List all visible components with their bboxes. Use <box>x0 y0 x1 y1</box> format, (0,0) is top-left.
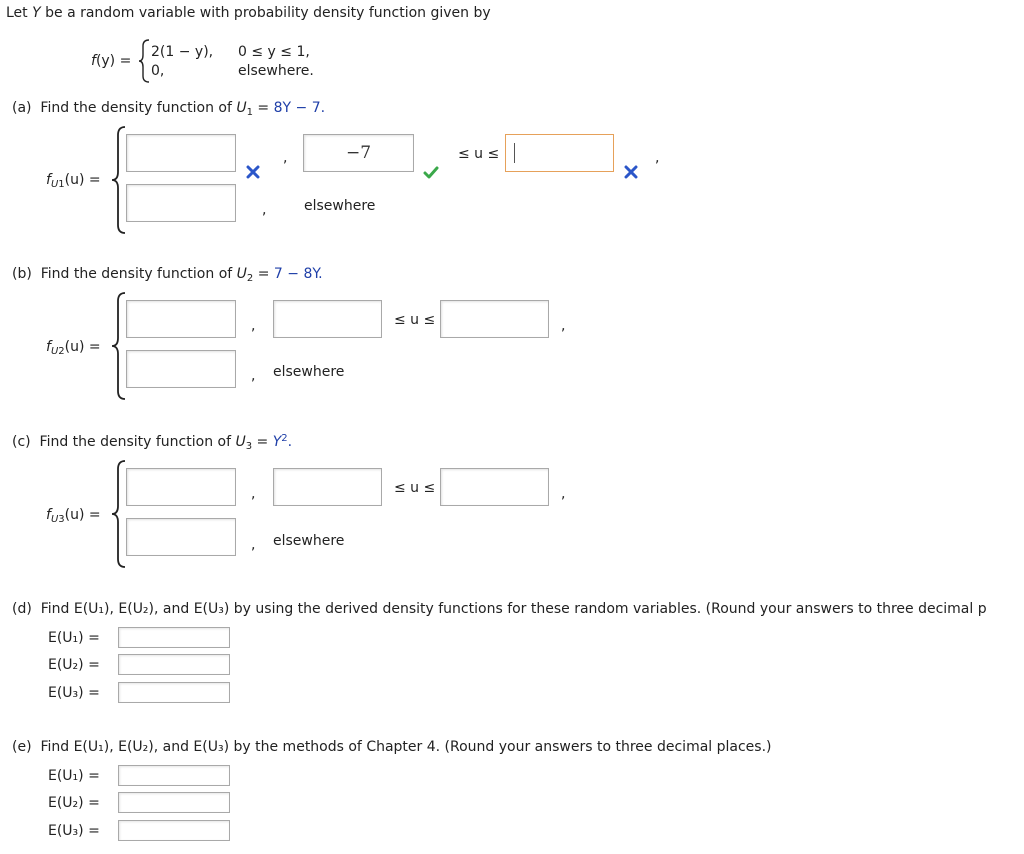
part-b-case1-density-input[interactable] <box>126 300 236 338</box>
pdf-case2-cond: elsewhere. <box>238 63 314 79</box>
pdf-fn-arg: (y) = <box>95 53 132 69</box>
part-a-trailing-comma: , <box>655 150 660 166</box>
part-b-prompt: Find the density function of <box>40 266 237 282</box>
part-b-upper-bound-input[interactable] <box>440 300 549 338</box>
part-a-range-op: ≤ u ≤ <box>458 146 500 162</box>
part-c-lower-bound-input[interactable] <box>273 468 382 506</box>
part-a-prompt: Find the density function of <box>40 100 237 116</box>
part-d-eu1-label: E(U₁) = <box>48 630 100 646</box>
part-d-prompt: Find E(U₁), E(U₂), and E(U₃) by using the derived density functions for these random variables. (Round your answers to three decimal p <box>40 601 987 617</box>
part-e-eu1-label: E(U₁) = <box>48 768 100 784</box>
part-e-heading <box>12 739 772 755</box>
part-d-eu3-label: E(U₃) = <box>48 685 100 701</box>
intro-text-post: be a random variable with probability density function given by <box>40 5 491 21</box>
part-a-case2-comma: , <box>262 202 267 218</box>
part-b-case2-density-input[interactable] <box>126 350 236 388</box>
pdf-lhs <box>91 53 131 69</box>
part-a-upper-bound-input[interactable] <box>505 134 614 172</box>
pdf-case1-expr: 2(1 − y), <box>151 44 214 60</box>
pdf-case1-cond: 0 ≤ y ≤ 1, <box>238 44 310 60</box>
part-a-lower-bound-correct-icon <box>423 166 439 179</box>
part-e-eu1-input[interactable] <box>118 765 230 786</box>
part-c-label: (c) <box>12 434 31 450</box>
part-c-tail: . <box>287 434 293 450</box>
part-a-eq: = <box>252 100 274 116</box>
pdf-fn-name: f <box>91 53 96 69</box>
part-b-elsewhere: elsewhere <box>273 364 345 380</box>
part-e-eu3-input[interactable] <box>118 820 230 841</box>
part-b-fn-label: $f_{U2}(u)$ = <box>46 339 101 357</box>
part-c-brace-icon <box>111 460 127 568</box>
part-c-eq: = <box>252 434 273 450</box>
intro-variable: Y <box>32 5 41 21</box>
part-a-sub: 1 <box>246 107 253 118</box>
part-b-lower-bound-input[interactable] <box>273 300 382 338</box>
part-a-var: U <box>236 100 247 116</box>
part-d-eu3-input[interactable] <box>118 682 230 703</box>
part-e-eu3-label: E(U₃) = <box>48 823 100 839</box>
part-a-case1-density-input[interactable] <box>126 134 236 172</box>
part-c-fn-label: $f_{U3}(u)$ = <box>46 507 101 525</box>
part-b-eq: = <box>253 266 274 282</box>
part-a-lower-bound-input[interactable]: −7 <box>303 134 414 172</box>
part-c-exp: 2 <box>281 433 288 444</box>
part-c-case2-comma: , <box>251 537 256 553</box>
part-d-eu1-input[interactable] <box>118 627 230 648</box>
part-d-eu2-label: E(U₂) = <box>48 657 100 673</box>
part-a-case1-incorrect-icon <box>246 165 260 179</box>
part-a-case2-density-input[interactable] <box>126 184 236 222</box>
part-a-heading <box>12 100 325 116</box>
part-a-elsewhere: elsewhere <box>304 198 376 214</box>
part-b-brace-icon <box>111 292 127 400</box>
part-b-expr: 7 − 8Y. <box>273 266 323 282</box>
part-c-upper-bound-input[interactable] <box>440 468 549 506</box>
part-a-upper-bound-incorrect-icon <box>624 165 638 179</box>
part-e-eu2-label: E(U₂) = <box>48 795 100 811</box>
problem-intro <box>6 5 491 21</box>
part-a-fn-label: $f_{U1}(u)$ = <box>46 172 101 190</box>
intro-text-pre: Let <box>6 5 33 21</box>
part-e-label: (e) <box>12 739 32 755</box>
part-b-case1-comma: , <box>251 318 256 334</box>
part-a-brace-icon <box>111 126 127 234</box>
part-c-expr: Y <box>272 434 282 450</box>
text-caret <box>514 143 515 163</box>
part-a-label: (a) <box>12 100 32 116</box>
part-c-case2-density-input[interactable] <box>126 518 236 556</box>
part-b-var: U <box>236 266 247 282</box>
part-b-heading <box>12 266 323 282</box>
part-c-elsewhere: elsewhere <box>273 533 345 549</box>
part-a-case1-comma: , <box>283 150 288 166</box>
part-c-case1-comma: , <box>251 486 256 502</box>
part-e-eu2-input[interactable] <box>118 792 230 813</box>
part-b-label: (b) <box>12 266 32 282</box>
pdf-case2-expr: 0, <box>151 63 165 79</box>
part-c-range-op: ≤ u ≤ <box>394 480 436 496</box>
part-b-range-op: ≤ u ≤ <box>394 312 436 328</box>
pdf-brace-icon <box>138 39 152 83</box>
part-a-expr: 8Y − 7. <box>273 100 326 116</box>
part-b-sub: 2 <box>246 273 254 284</box>
part-b-case2-comma: , <box>251 368 256 384</box>
part-c-heading <box>12 434 292 450</box>
part-e-prompt: Find E(U₁), E(U₂), and E(U₃) by the methods of Chapter 4. (Round your answers to three decimal places.) <box>40 739 772 755</box>
part-c-var: U <box>235 434 246 450</box>
part-d-label: (d) <box>12 601 32 617</box>
part-d-heading <box>12 601 987 617</box>
part-b-trailing-comma: , <box>561 318 566 334</box>
part-c-sub: 3 <box>245 441 253 452</box>
part-c-case1-density-input[interactable] <box>126 468 236 506</box>
part-d-eu2-input[interactable] <box>118 654 230 675</box>
part-c-trailing-comma: , <box>561 486 566 502</box>
part-c-prompt: Find the density function of <box>39 434 236 450</box>
